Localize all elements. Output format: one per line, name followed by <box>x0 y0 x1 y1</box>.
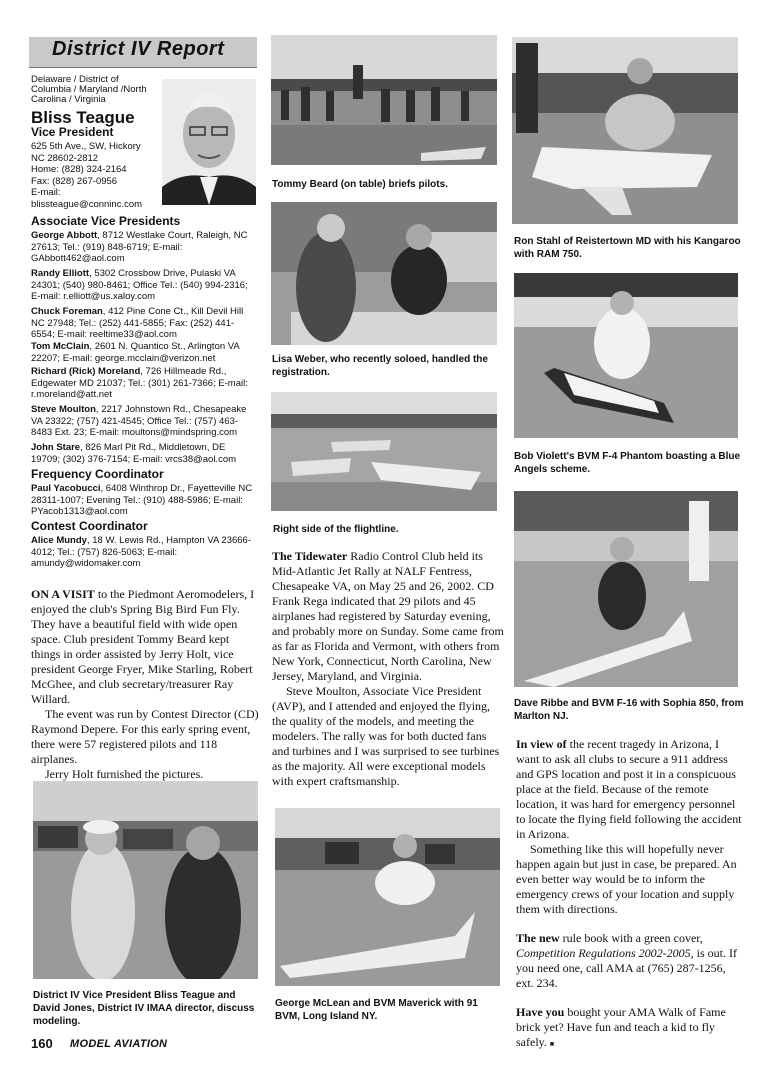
rulebook-text-2: is out. If you need one, call AMA at (765) 287-1256, ext. 234. <box>516 946 737 990</box>
tidewater-article <box>272 549 504 789</box>
vp-contact-line: 625 5th Ave., SW, Hickory <box>31 141 141 152</box>
associate-entry <box>31 404 256 439</box>
associate-details: , 726 Hillmeade Rd., Edgewater MD 21037; Tel.: (301) 261-7366; E-mail: r.moreland@att.net <box>31 366 248 400</box>
associate-name: George Abbott <box>31 230 98 241</box>
vp-contact-line: Home: (828) 324-2164 <box>31 164 127 175</box>
flightline-photo <box>271 392 497 511</box>
lisa-weber-photo <box>271 202 497 345</box>
title-rule <box>29 67 257 68</box>
region-list <box>31 75 161 105</box>
rulebook-lead: The new <box>516 931 560 945</box>
associate-name: Richard (Rick) Moreland <box>31 366 141 377</box>
associate-details: , 412 Pine Cone Ct., Kill Devil Hill NC 27948; Tel.: (252) 441-5855; Fax: (252) 441-6554; E-mail: reeltime33@aol.com <box>31 306 244 340</box>
frequency-name: Paul Yacobucci <box>31 483 101 494</box>
photo-caption: District IV Vice President Bliss Teague and David Jones, District IV IMAA director, discuss modeling. <box>33 990 255 1027</box>
frequency-heading: Frequency Coordinator <box>31 467 164 481</box>
photo-caption: George McLean and BVM Maverick with 91 BVM, Long Island NY. <box>275 998 478 1022</box>
tidewater-lead: The Tidewater <box>272 549 348 563</box>
paragraph: Jerry Holt furnished the pictures. <box>45 767 204 781</box>
associates-heading: Associate Vice Presidents <box>31 214 181 228</box>
walk-text: bought your AMA Walk of Fame brick yet? Have fun and teach a kid to fly safely. <box>516 1005 726 1049</box>
associate-details: , 2217 Johnstown Rd., Chesapeake VA 23322; (757) 421-4545; Office Tel.: (757) 463-8483 Ext. 23; E-mail: moultons@mindspring.com <box>31 404 247 438</box>
associate-entry <box>31 341 256 364</box>
vp-contact-line: blissteague@conninc.com <box>31 198 143 210</box>
associate-entry <box>31 306 256 341</box>
dave-ribbe-photo <box>514 491 738 687</box>
end-mark-icon: ■ <box>549 1040 555 1048</box>
page-number: 160 <box>31 1036 53 1051</box>
photo-caption: Right side of the flightline. <box>273 524 399 535</box>
notices-article <box>516 737 742 1052</box>
associate-entry <box>31 366 256 401</box>
associate-details: , 5302 Crossbow Drive, Pulaski VA 24301; (540) 980-8461; Office Tel.: (540) 994-2316; E-mail: r.elliott@us.xaloy.com <box>31 268 248 302</box>
arizona-text: the recent tragedy in Arizona, I want to ask all clubs to secure a 911 address and GPS location and post it in a conspicuous place at the field. Because of the remote location, it was hard for emergency personnel to locate the flying field following the accident in Arizona. <box>516 737 742 841</box>
photo-caption: Tommy Beard (on table) briefs pilots. <box>272 179 448 190</box>
photo-caption: Dave Ribbe and BVM F-16 with Sophia 850, from Marlton NJ. <box>514 698 744 722</box>
vp-title: Vice President <box>31 125 114 139</box>
vp-contact-line: E-mail: <box>31 187 61 198</box>
associate-name: Steve Moulton <box>31 404 96 415</box>
vp-name: Bliss Teague <box>31 108 135 127</box>
associate-entry <box>31 268 256 303</box>
article-intro <box>31 587 259 782</box>
vp-contact-line: Fax: (828) 267-0956 <box>31 175 118 187</box>
page-title: District IV Report <box>52 38 225 60</box>
walk-lead: Have you <box>516 1005 565 1019</box>
bob-violett-photo <box>514 273 738 438</box>
vp-portrait-photo <box>162 79 256 205</box>
photo-caption: Bob Violett's BVM F-4 Phantom boasting a Blue Angels scheme. <box>514 451 741 475</box>
contest-entry <box>31 535 256 570</box>
paragraph: Steve Moulton, Associate Vice President (AVP), and I attended and enjoyed the flying, the quality of the models, and meeting the modelers. The rally was for both ducted fans and turbines and I was surprised to see turbines as the majority. All were exceptional models with expert craftsmanship. <box>272 684 500 788</box>
intro-lead: ON A VISIT <box>31 587 95 601</box>
rulebook-text: rule book with a green cover, <box>559 931 703 945</box>
contest-name: Alice Mundy <box>31 535 87 546</box>
frequency-entry <box>31 483 256 518</box>
paragraph: Something like this will hopefully never happen again but just in case, be prepared. An even better way would be to inform the emergency crews of your location and supply them with directions. <box>516 842 737 916</box>
region-line: Columbia / Maryland /North <box>31 84 147 95</box>
ron-stahl-photo <box>512 37 738 224</box>
associate-name: Chuck Foreman <box>31 306 103 317</box>
paragraph: The event was run by Contest Director (CD) Raymond Depere. For this early spring event, there were 57 registered pilots and 118 airplanes. <box>31 707 259 766</box>
associate-name: Randy Elliott <box>31 268 90 279</box>
tidewater-text: Radio Control Club held its Mid-Atlantic Jet Rally at NALF Fentress, Chesapeake VA, on May 25 and 26, 2002. CD Frank Rega indicated that 29 pilots and 45 airplanes had registered by Saturday evening, and probably more on Sunday. Some came from as far as Florida and Vermont, with others from New York, Connecticut, North Carolina, New Jersey, Maryland, and Virginia. <box>272 549 504 683</box>
associate-details: , 2601 N. Quantico St., Arlington VA 22207; E-mail: george.mcclain@verizon.net <box>31 341 240 364</box>
tommy-beard-photo <box>271 35 497 165</box>
associate-name: Tom McClain <box>31 341 90 352</box>
associate-name: John Stare <box>31 442 81 453</box>
vp-contact <box>31 141 166 210</box>
associate-details: , 8712 Westlake Court, Raleigh, NC 27613; Tel.: (919) 848-6719; E-mail: GAbbott462@aol.com <box>31 230 248 264</box>
region-line: Delaware / District of <box>31 74 119 85</box>
mclean-maverick-photo <box>275 808 500 986</box>
rulebook-title: Competition Regulations 2002-2005, <box>516 946 694 960</box>
associate-details: , 826 Marl Pit Rd., Middletown, DE 19709; (302) 376-7154; E-mail: vrcs38@aol.com <box>31 442 237 465</box>
teague-jones-photo <box>33 781 258 979</box>
photo-caption: Lisa Weber, who recently soloed, handled the registration. <box>272 354 488 378</box>
contest-details: , 18 W. Lewis Rd., Hampton VA 23666-4012; Tel.: (757) 826-5063; E-mail: amundy@widomaker.com <box>31 535 251 569</box>
intro-text: to the Piedmont Aeromodelers, I enjoyed the club's Spring Big Bird Fun Fly. They have a beautiful field with wide open space. Club president Tommy Beard kept things in order assisted by Jerry Holt, vice president George Fryer, Mike Starling, Robert McGhee, and club secretary/treasurer Ray Willard. <box>31 587 255 706</box>
region-line: Carolina / Virginia <box>31 94 106 105</box>
contest-heading: Contest Coordinator <box>31 519 148 533</box>
arizona-lead: In view of <box>516 737 567 751</box>
frequency-details: , 6408 Winthrop Dr., Fayetteville NC 28311-1007; Evening Tel.: (910) 488-5986; E-mail: PYacob1313@aol.com <box>31 483 253 517</box>
photo-caption: Ron Stahl of Reistertown MD with his Kangaroo with RAM 750. <box>514 236 741 260</box>
associate-entry <box>31 230 256 265</box>
associate-entry <box>31 442 256 465</box>
magazine-name: MODEL AVIATION <box>70 1038 168 1050</box>
vp-contact-line: NC 28602-2812 <box>31 152 99 164</box>
